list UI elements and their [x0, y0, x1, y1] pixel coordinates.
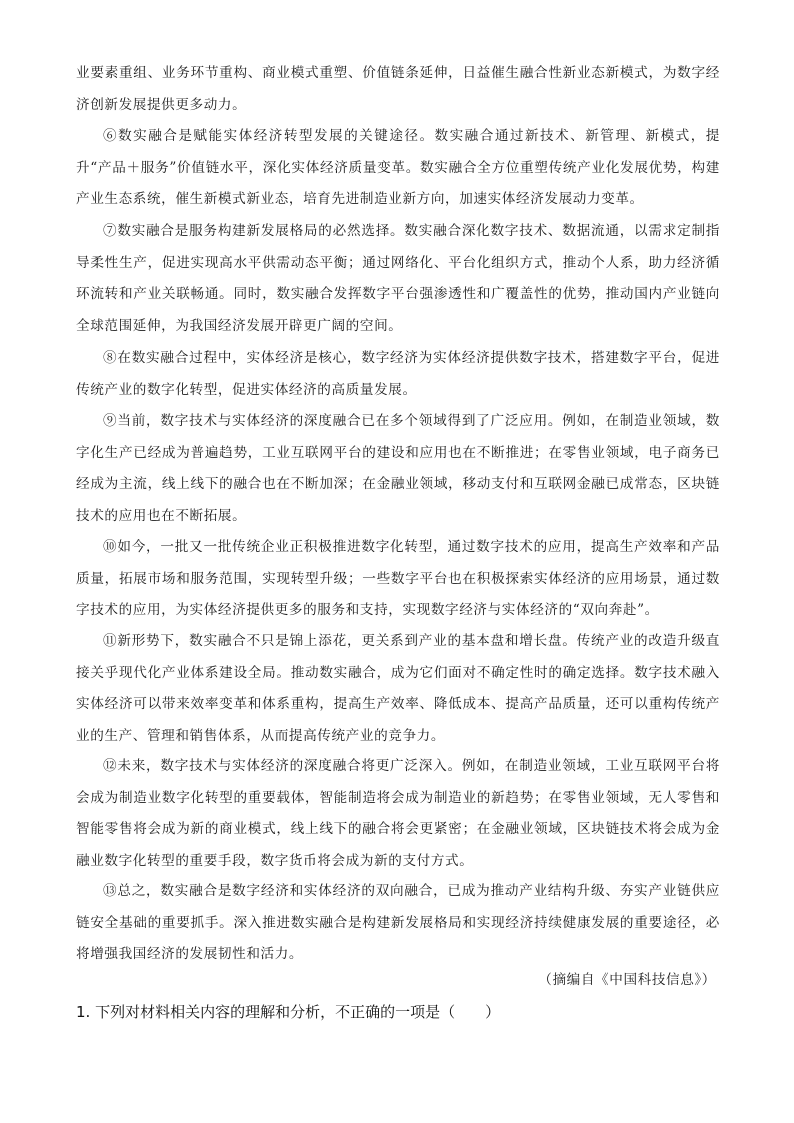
paragraph-continuation: 业要素重组、业务环节重构、商业模式重塑、价值链条延伸，日益催生融合性新业态新模式，为数字经济创新发展提供更多动力。 [76, 65, 720, 113]
paragraph-11: ⑪新形势下，数实融合不只是锦上添花，更关系到产业的基本盘和增长盘。传统产业的改造升级直接关乎现代化产业体系建设全局。推动数实融合，成为它们面对不确定性时的确定选择。数字技术融入实体经济可以带来效率变革和体系重构，提高生产效率、降低成本、提高产品质量，还可以重构传统产业的生产、管理和销售体系，从而提高传统产业的竞争力。 [76, 633, 720, 744]
question-1: 1. 下列对材料相关内容的理解和分析，不正确的一项是（ ） [76, 1003, 501, 1021]
paragraph-6: ⑥数实融合是赋能实体经济转型发展的关键途径。数实融合通过新技术、新管理、新模式，提升“产品＋服务”价值链水平，深化实体经济质量变革。数实融合全方位重塑传统产业化发展优势，构建产业生态系统，催生新模式新业态，培育先进制造业新方向，加速实体经济发展动力变革。 [76, 128, 720, 208]
paragraph-7: ⑦数实融合是服务构建新发展格局的必然选择。数实融合深化数字技术、数据流通，以需求定制指导柔性生产，促进实现高水平供需动态平衡；通过网络化、平台化组织方式，推动个人系，助力经济循环流转和产业关联畅通。同时，数实融合发挥数字平台强渗透性和广覆盖性的优势，推动国内产业链向全球范围延伸，为我国经济发展开辟更广阔的空间。 [76, 223, 720, 334]
paragraph-13: ⑬总之，数实融合是数字经济和实体经济的双向融合，已成为推动产业结构升级、夯实产业链供应链安全基础的重要抓手。深入推进数实融合是构建新发展格局和实现经济持续健康发展的重要途径，必将增强我国经济的发展韧性和活力。 [76, 883, 720, 963]
source-citation: （摘编自《中国科技信息》） [538, 972, 716, 988]
paragraph-12: ⑫未来，数字技术与实体经济的深度融合将更广泛深入。例如，在制造业领域，工业互联网平台将会成为制造业数字化转型的重要载体，智能制造将会成为制造业的新趋势；在零售业领域，无人零售和智能零售将会成为新的商业模式，线上线下的融合将会更紧密；在金融业领域，区块链技术将会成为金融业数字化转型的重要手段，数字货币将会成为新的支付方式。 [76, 758, 720, 869]
paragraph-10: ⑩如今，一批又一批传统企业正积极推进数字化转型，通过数字技术的应用，提高生产效率和产品质量，拓展市场和服务范围，实现转型升级；一些数字平台也在积极探索实体经济的应用场景，通过数字技术的应用，为实体经济提供更多的服务和支持，实现数字经济与实体经济的“双向奔赴”。 [76, 539, 720, 619]
paragraph-8: ⑧在数实融合过程中，实体经济是核心，数字经济为实体经济提供数字技术，搭建数字平台，促进传统产业的数字化转型，促进实体经济的高质量发展。 [76, 350, 720, 398]
paragraph-9: ⑨当前，数字技术与实体经济的深度融合已在多个领域得到了广泛应用。例如，在制造业领域，数字化生产已经成为普遍趋势，工业互联网平台的建设和应用也在不断推进；在零售业领域，电子商务已经成为主流，线上线下的融合也在不断加深；在金融业领域，移动支付和互联网金融已成常态，区块链技术的应用也在不断拓展。 [76, 413, 720, 524]
